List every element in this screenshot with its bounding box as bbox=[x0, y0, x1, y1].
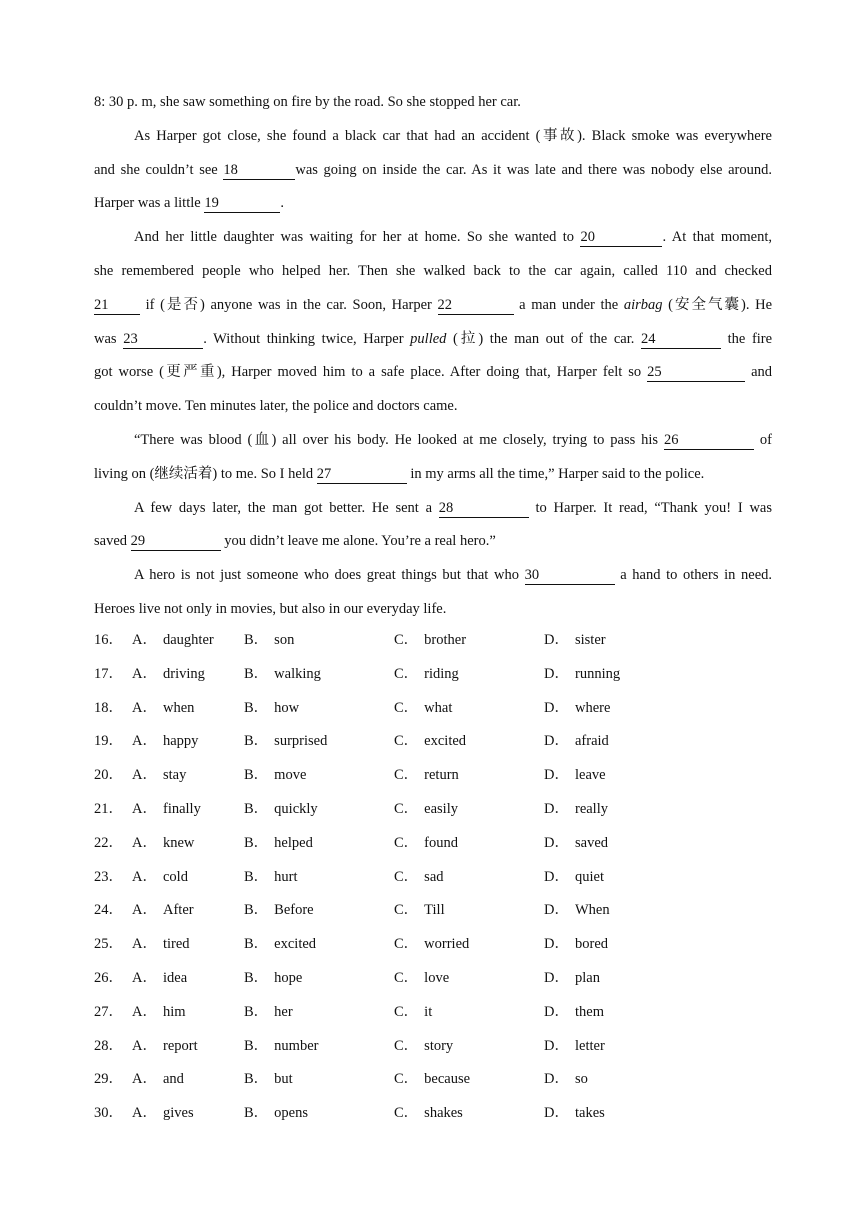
option-text: how bbox=[274, 699, 300, 716]
option-letter: C． bbox=[394, 868, 419, 885]
question-row bbox=[94, 1030, 754, 1064]
blank-25: 25 bbox=[647, 364, 745, 382]
option-text: sad bbox=[424, 868, 444, 885]
option-d[interactable] bbox=[544, 1063, 588, 1097]
option-letter: B． bbox=[244, 902, 269, 919]
option-c[interactable] bbox=[394, 928, 469, 962]
option-text: them bbox=[574, 1003, 604, 1020]
option-a[interactable] bbox=[132, 759, 186, 793]
question-row bbox=[94, 928, 754, 962]
option-text: when bbox=[162, 699, 195, 716]
question-number: 21． bbox=[94, 800, 123, 817]
option-text: Before bbox=[274, 902, 314, 919]
option-text: brother bbox=[424, 632, 467, 648]
option-text: him bbox=[162, 1003, 186, 1020]
question-number: 17． bbox=[94, 665, 123, 682]
option-text: so bbox=[574, 1071, 588, 1088]
blank-19: 19 bbox=[204, 195, 280, 213]
question-row bbox=[94, 692, 754, 726]
option-text: quiet bbox=[574, 868, 604, 885]
option-b[interactable] bbox=[244, 1063, 293, 1097]
option-text: takes bbox=[574, 1105, 605, 1122]
option-text: stay bbox=[162, 767, 187, 784]
option-letter: D． bbox=[544, 767, 569, 784]
passage-line: Heroes live not only in movies, but also in our everyday life. bbox=[94, 600, 447, 617]
question-number: 25． bbox=[94, 936, 123, 953]
option-text: quickly bbox=[274, 800, 318, 817]
question-row bbox=[94, 861, 754, 895]
passage-line: got worse (更严重), Harper moved him to a safe place. After doing that, Harper felt so 25 and bbox=[94, 364, 773, 381]
passage-line: living on (继续活着) to me. So I held 27 in my arms all the time,” Harper said to the police. bbox=[94, 465, 705, 482]
passage-line: A hero is not just someone who does great things but that who 30 a hand to others in need. bbox=[134, 567, 773, 584]
option-a[interactable] bbox=[132, 692, 194, 726]
option-letter: D． bbox=[544, 1003, 569, 1020]
blank-23: 23 bbox=[123, 331, 203, 349]
passage-line: was 23 . Without thinking twice, Harper pulled (拉) the man out of the car. 24 the fire bbox=[94, 330, 773, 347]
cloze-passage bbox=[94, 86, 772, 627]
option-letter: D． bbox=[544, 936, 569, 953]
option-a[interactable] bbox=[132, 996, 186, 1030]
blank-27: 27 bbox=[317, 466, 407, 484]
passage-line: saved 29 you didn’t leave me alone. You’re a real hero.” bbox=[94, 533, 496, 550]
option-d[interactable] bbox=[544, 962, 600, 996]
option-letter: C． bbox=[394, 834, 419, 851]
option-letter: D． bbox=[544, 800, 569, 817]
option-letter: A． bbox=[132, 665, 157, 682]
option-letter: D． bbox=[544, 699, 569, 716]
option-letter: B． bbox=[244, 699, 269, 716]
option-letter: B． bbox=[244, 665, 269, 682]
option-text: hope bbox=[274, 969, 303, 986]
option-c[interactable] bbox=[394, 624, 466, 658]
blank-20: 20 bbox=[580, 229, 662, 247]
option-text: bored bbox=[574, 936, 608, 953]
option-text: running bbox=[574, 665, 621, 682]
option-b[interactable] bbox=[244, 1097, 308, 1131]
option-letter: C． bbox=[394, 665, 419, 682]
question-number: 30． bbox=[94, 1105, 123, 1122]
question-number: 27． bbox=[94, 1003, 123, 1020]
option-text: because bbox=[424, 1071, 471, 1088]
blank-24: 24 bbox=[641, 331, 721, 349]
option-letter: C． bbox=[394, 902, 419, 919]
option-letter: A． bbox=[132, 767, 157, 784]
option-a[interactable] bbox=[132, 928, 190, 962]
option-letter: A． bbox=[132, 1071, 157, 1088]
option-d[interactable] bbox=[544, 996, 604, 1030]
passage-line: And her little daughter was waiting for her at home. So she wanted to 20 . At that moment, bbox=[134, 229, 772, 246]
question-row bbox=[94, 658, 754, 692]
option-letter: C． bbox=[394, 1003, 419, 1020]
option-letter: B． bbox=[244, 1105, 269, 1122]
option-letter: C． bbox=[394, 936, 419, 953]
option-d[interactable] bbox=[544, 759, 606, 793]
blank-18: 18 bbox=[223, 162, 295, 180]
option-b[interactable] bbox=[244, 928, 316, 962]
option-letter: B． bbox=[244, 936, 269, 953]
blank-29: 29 bbox=[131, 533, 221, 551]
option-letter: B． bbox=[244, 632, 269, 648]
option-d[interactable] bbox=[544, 725, 609, 759]
question-row bbox=[94, 725, 754, 759]
passage-line: 8: 30 p. m, she saw something on fire by the road. So she stopped her car. bbox=[94, 94, 521, 110]
option-letter: A． bbox=[132, 733, 157, 750]
option-letter: C． bbox=[394, 733, 419, 750]
option-b[interactable] bbox=[244, 962, 302, 996]
option-letter: D． bbox=[544, 1105, 569, 1122]
option-c[interactable] bbox=[394, 827, 458, 861]
option-text: afraid bbox=[574, 733, 609, 750]
option-text: easily bbox=[424, 800, 458, 817]
option-letter: A． bbox=[132, 834, 157, 851]
option-letter: B． bbox=[244, 767, 269, 784]
option-text: move bbox=[274, 767, 307, 784]
option-letter: B． bbox=[244, 834, 269, 851]
option-letter: B． bbox=[244, 1071, 269, 1088]
question-row bbox=[94, 759, 754, 793]
option-c[interactable] bbox=[394, 1030, 453, 1064]
passage-line: “There was blood (血) all over his body. He looked at me closely, trying to pass his 26 of bbox=[134, 431, 773, 448]
option-text: son bbox=[274, 632, 295, 648]
option-c[interactable] bbox=[394, 894, 445, 928]
option-d[interactable] bbox=[544, 861, 604, 895]
option-text: finally bbox=[162, 800, 201, 817]
option-text: tired bbox=[162, 936, 190, 953]
option-text: When bbox=[574, 902, 610, 919]
passage-line: A few days later, the man got better. He sent a 28 to Harper. It read, “Thank you! I was bbox=[134, 499, 772, 516]
option-letter: A． bbox=[132, 1037, 157, 1054]
option-text: happy bbox=[162, 733, 199, 750]
option-text: opens bbox=[274, 1105, 309, 1122]
option-b[interactable] bbox=[244, 827, 313, 861]
option-d[interactable] bbox=[544, 793, 608, 827]
question-number: 20． bbox=[94, 767, 123, 784]
option-b[interactable] bbox=[244, 624, 294, 658]
option-text: found bbox=[424, 834, 459, 851]
option-text: knew bbox=[162, 834, 195, 851]
option-c[interactable] bbox=[394, 861, 444, 895]
option-text: return bbox=[424, 767, 459, 784]
option-letter: D． bbox=[544, 1037, 569, 1054]
option-letter: C． bbox=[394, 800, 419, 817]
option-text: riding bbox=[424, 665, 459, 682]
option-a[interactable] bbox=[132, 624, 214, 658]
option-c[interactable] bbox=[394, 658, 459, 692]
question-number: 29． bbox=[94, 1071, 123, 1088]
option-letter: A． bbox=[132, 699, 157, 716]
option-text: and bbox=[162, 1071, 184, 1088]
option-letter: A． bbox=[132, 936, 157, 953]
passage-line: Harper was a little 19 . bbox=[94, 195, 284, 212]
option-c[interactable] bbox=[394, 725, 466, 759]
option-text: story bbox=[424, 1037, 454, 1054]
option-c[interactable] bbox=[394, 962, 449, 996]
option-b[interactable] bbox=[244, 759, 306, 793]
question-number: 23． bbox=[94, 868, 123, 885]
option-letter: A． bbox=[132, 969, 157, 986]
option-text: helped bbox=[274, 834, 313, 851]
passage-line: As Harper got close, she found a black car that had an accident (事故). Black smoke was everywhere bbox=[134, 127, 772, 144]
option-a[interactable] bbox=[132, 1030, 198, 1064]
option-letter: D． bbox=[544, 632, 569, 648]
option-a[interactable] bbox=[132, 793, 201, 827]
question-row bbox=[94, 793, 754, 827]
option-a[interactable] bbox=[132, 962, 187, 996]
option-b[interactable] bbox=[244, 861, 298, 895]
option-text: sister bbox=[574, 632, 606, 648]
passage-line: she remembered people who helped her. Then she walked back to the car again, called 110 and checked bbox=[94, 262, 772, 279]
answer-options bbox=[94, 624, 754, 1131]
option-text: After bbox=[162, 902, 194, 919]
option-text: Till bbox=[424, 902, 445, 919]
option-b[interactable] bbox=[244, 725, 327, 759]
option-letter: C． bbox=[394, 1105, 419, 1122]
option-letter: B． bbox=[244, 969, 269, 986]
question-row bbox=[94, 1063, 754, 1097]
option-letter: D． bbox=[544, 665, 569, 682]
question-number: 18． bbox=[94, 699, 123, 716]
question-number: 19． bbox=[94, 733, 123, 750]
option-text: saved bbox=[574, 834, 608, 851]
option-b[interactable] bbox=[244, 996, 293, 1030]
option-letter: B． bbox=[244, 1003, 269, 1020]
option-text: surprised bbox=[274, 733, 328, 750]
option-letter: D． bbox=[544, 834, 569, 851]
option-letter: A． bbox=[132, 902, 157, 919]
option-text: love bbox=[424, 969, 450, 986]
option-letter: C． bbox=[394, 1037, 419, 1054]
option-text: cold bbox=[162, 868, 188, 885]
question-number: 26． bbox=[94, 969, 123, 986]
option-d[interactable] bbox=[544, 658, 620, 692]
option-text: excited bbox=[274, 936, 317, 953]
option-c[interactable] bbox=[394, 996, 432, 1030]
question-row bbox=[94, 827, 754, 861]
option-text: where bbox=[574, 699, 611, 716]
question-row bbox=[94, 996, 754, 1030]
option-text: really bbox=[574, 800, 608, 817]
option-text: worried bbox=[424, 936, 470, 953]
option-d[interactable] bbox=[544, 1097, 605, 1131]
option-d[interactable] bbox=[544, 894, 610, 928]
option-a[interactable] bbox=[132, 725, 198, 759]
option-letter: D． bbox=[544, 969, 569, 986]
option-a[interactable] bbox=[132, 861, 188, 895]
option-letter: A． bbox=[132, 800, 157, 817]
option-text: number bbox=[274, 1037, 319, 1054]
option-letter: D． bbox=[544, 868, 569, 885]
option-text: plan bbox=[574, 969, 600, 986]
option-letter: C． bbox=[394, 699, 419, 716]
option-letter: A． bbox=[132, 1105, 157, 1122]
passage-line: and she couldn’t see 18 was going on inside the car. As it was late and there was nobody else around. bbox=[94, 161, 773, 178]
option-c[interactable] bbox=[394, 1097, 463, 1131]
option-text: what bbox=[424, 699, 453, 716]
option-text: it bbox=[424, 1003, 433, 1020]
question-number: 28． bbox=[94, 1037, 123, 1054]
option-letter: B． bbox=[244, 868, 269, 885]
passage-line: 21 if (是否) anyone was in the car. Soon, Harper 22 a man under the airbag (安全气囊). He bbox=[94, 296, 773, 313]
option-text: driving bbox=[162, 665, 205, 682]
option-text: gives bbox=[162, 1105, 194, 1122]
option-text: hurt bbox=[274, 868, 298, 885]
question-row bbox=[94, 1097, 754, 1131]
option-letter: A． bbox=[132, 1003, 157, 1020]
option-letter: C． bbox=[394, 1071, 419, 1088]
option-text: walking bbox=[274, 665, 321, 682]
option-a[interactable] bbox=[132, 894, 194, 928]
option-text: but bbox=[274, 1071, 293, 1088]
option-letter: C． bbox=[394, 632, 419, 648]
option-text: shakes bbox=[424, 1105, 463, 1122]
option-d[interactable] bbox=[544, 1030, 605, 1064]
option-b[interactable] bbox=[244, 658, 321, 692]
option-a[interactable] bbox=[132, 1063, 184, 1097]
option-b[interactable] bbox=[244, 1030, 318, 1064]
option-letter: A． bbox=[132, 868, 157, 885]
option-b[interactable] bbox=[244, 894, 314, 928]
option-c[interactable] bbox=[394, 1063, 470, 1097]
question-row bbox=[94, 894, 754, 928]
question-number: 16． bbox=[94, 632, 123, 648]
blank-30: 30 bbox=[525, 567, 615, 585]
option-letter: B． bbox=[244, 1037, 269, 1054]
option-letter: D． bbox=[544, 733, 569, 750]
blank-26: 26 bbox=[664, 432, 754, 450]
option-d[interactable] bbox=[544, 692, 610, 726]
option-letter: D． bbox=[544, 902, 569, 919]
option-d[interactable] bbox=[544, 928, 608, 962]
option-text: idea bbox=[162, 969, 188, 986]
option-text: report bbox=[162, 1037, 198, 1054]
option-b[interactable] bbox=[244, 692, 299, 726]
option-a[interactable] bbox=[132, 827, 194, 861]
blank-21: 21 bbox=[94, 297, 140, 315]
question-row bbox=[94, 962, 754, 996]
option-c[interactable] bbox=[394, 793, 458, 827]
option-b[interactable] bbox=[244, 793, 318, 827]
question-number: 24． bbox=[94, 902, 123, 919]
question-number: 22． bbox=[94, 834, 123, 851]
option-text: excited bbox=[424, 733, 467, 750]
option-letter: C． bbox=[394, 969, 419, 986]
passage-line: couldn’t move. Ten minutes later, the police and doctors came. bbox=[94, 398, 458, 415]
question-row bbox=[94, 624, 754, 658]
option-text: leave bbox=[574, 767, 606, 784]
option-text: her bbox=[274, 1003, 293, 1020]
option-letter: C． bbox=[394, 767, 419, 784]
option-c[interactable] bbox=[394, 759, 459, 793]
option-letter: B． bbox=[244, 800, 269, 817]
option-d[interactable] bbox=[544, 624, 606, 658]
option-d[interactable] bbox=[544, 827, 608, 861]
option-letter: B． bbox=[244, 733, 269, 750]
option-c[interactable] bbox=[394, 692, 452, 726]
option-text: letter bbox=[574, 1037, 605, 1054]
option-a[interactable] bbox=[132, 1097, 194, 1131]
option-letter: D． bbox=[544, 1071, 569, 1088]
option-a[interactable] bbox=[132, 658, 205, 692]
blank-28: 28 bbox=[439, 500, 529, 518]
blank-22: 22 bbox=[438, 297, 514, 315]
option-letter: A． bbox=[132, 632, 157, 648]
option-text: daughter bbox=[162, 632, 214, 648]
